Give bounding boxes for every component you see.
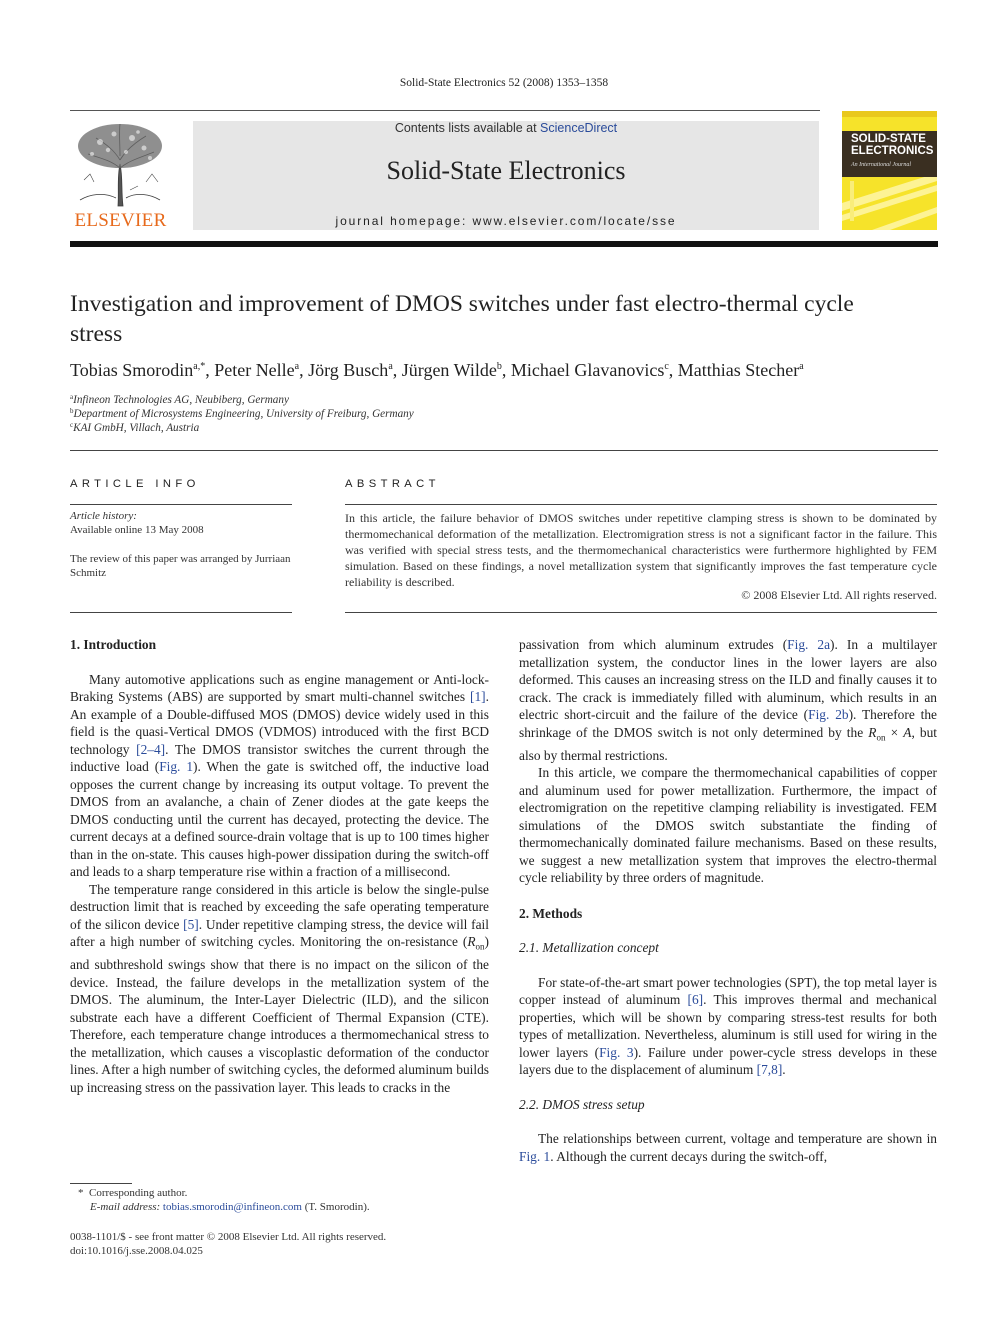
article-info-bottom-rule bbox=[70, 612, 292, 613]
cover-subtitle: An International Journal bbox=[851, 162, 911, 168]
author-affil-mark[interactable]: a,* bbox=[193, 361, 206, 372]
author-affil-mark[interactable]: c bbox=[664, 361, 669, 372]
article-title-text: Investigation and improvement of DMOS switches under fast electro-thermal cycle stress bbox=[70, 291, 854, 347]
cover-title: SOLID-STATE ELECTRONICS bbox=[851, 133, 934, 157]
figure-link[interactable]: Fig. 2b bbox=[808, 707, 849, 722]
affiliation-text: Infineon Technologies AG, Neubiberg, Germany bbox=[73, 394, 289, 406]
affiliation-a bbox=[70, 393, 289, 406]
journal-cover-thumbnail[interactable] bbox=[842, 111, 937, 230]
abstract-text: In this article, the failure behavior of DMOS switches under repetitive clamping stress is shown to be dominated by thermomechanical deformation of the metallization. Electromigration stress is not a significant factor in the failure. This was verified with special stress tests, and the thermomechanical characteristics were furthermore highlighted by FEM simulation. Based on these findings, a novel metallization system that significantly improves the fast temperature cycle reliability is described. bbox=[345, 511, 937, 589]
abstract-bottom-rule bbox=[345, 612, 937, 613]
section-2-heading: 2. Methods bbox=[519, 905, 583, 921]
article-history bbox=[70, 509, 292, 538]
email-suffix: (T. Smorodin). bbox=[304, 1201, 370, 1213]
history-label: Article history: bbox=[70, 510, 137, 522]
section-2-2-heading: 2.2. DMOS stress setup bbox=[519, 1096, 645, 1112]
methods-paragraph-2: The relationships between current, voltage and temperature are shown in Fig. 1. Although the current decays during the switch-off, bbox=[519, 1131, 937, 1164]
affiliation-c bbox=[70, 421, 199, 434]
author-affil-mark[interactable]: a bbox=[799, 361, 804, 372]
author-name[interactable]: Tobias Smorodin bbox=[70, 360, 194, 380]
article-title bbox=[70, 289, 870, 349]
doi-line[interactable]: doi:10.1016/j.sse.2008.04.025 bbox=[70, 1245, 203, 1257]
author-list: Tobias Smorodin$^{a,*}$, Peter Nelle$^a$, Jörg Busch$^a$, Jürgen Wilde$^b$, Michael Glavanovics$^c$, Matthias Stecher$^a$ bbox=[70, 360, 804, 380]
email-label: E-mail address: bbox=[90, 1201, 161, 1213]
article-info-heading: ARTICLE INFO bbox=[70, 478, 200, 490]
figure-link[interactable]: Fig. 2a bbox=[787, 637, 831, 652]
affiliation-key: b bbox=[70, 407, 74, 415]
affiliation-text: Department of Microsystems Engineering, University of Freiburg, Germany bbox=[73, 408, 414, 420]
journal-masthead bbox=[193, 121, 819, 230]
tree-emblem-icon bbox=[70, 120, 171, 208]
journal-homepage-link[interactable]: journal homepage: www.elsevier.com/locate/sse bbox=[335, 214, 677, 228]
masthead-thick-rule bbox=[70, 241, 938, 247]
abstract-heading: ABSTRACT bbox=[345, 478, 440, 490]
body-right-column bbox=[519, 636, 937, 1165]
figure-link[interactable]: Fig. 1 bbox=[519, 1148, 551, 1164]
intro-paragraph-2-continued: passivation from which aluminum extrudes (Fig. 2a). In a multilayer metallization system, the conductor lines in the lower layers are also deformed. This causes an increasing stress on the ILD and finally causes it to crack. The crack is immediately filled with aluminum, which results in an electric short-circuit and the failure of the device (Fig. 2b). Therefore the shrinkage of the DMOS switch is not only determined by the $R_{on} \times A$, but also by thermal restrictions. bbox=[519, 637, 938, 763]
affiliation-key: c bbox=[70, 421, 74, 429]
contents-prefix: Contents lists available at bbox=[394, 121, 541, 135]
corresponding-author-note bbox=[78, 1187, 187, 1199]
author-affil-mark[interactable]: b bbox=[496, 361, 502, 372]
citation-link[interactable]: [1] bbox=[470, 689, 486, 704]
intro-paragraph-3: In this article, we compare the thermomechanical capabilities of copper and aluminum used for power metallization. Furthermore, the impact of electromigration on the repetitive clamping reliability is investigated. FEM simulations of the DMOS switch substantiate the finding of thermomechanically dominated failure mechanisms. Based on these results, we suggest a new metallization system that improves the electro-thermal cycle reliability by three orders of magnitude. bbox=[519, 765, 937, 886]
author-affil-mark[interactable]: a bbox=[388, 361, 393, 372]
running-head: Solid-State Electronics 52 (2008) 1353–1358 bbox=[399, 77, 609, 89]
email-link[interactable]: tobias.smorodin@infineon.com bbox=[162, 1201, 302, 1213]
review-note: The review of this paper was arranged by Jurriaan Schmitz bbox=[70, 553, 291, 580]
elsevier-wordmark: ELSEVIER bbox=[74, 210, 167, 231]
corresponding-mark: * bbox=[78, 1187, 84, 1199]
email-note bbox=[90, 1201, 370, 1213]
affiliations-rule bbox=[70, 450, 938, 451]
header-rule bbox=[70, 110, 820, 111]
affiliation-b bbox=[70, 407, 414, 420]
affiliation-text: KAI GmbH, Villach, Austria bbox=[73, 422, 200, 434]
author-name[interactable]: Michael Glavanovics bbox=[510, 360, 665, 380]
author-affil-mark[interactable]: a bbox=[294, 361, 300, 372]
intro-paragraph-2: The temperature range considered in this article is below the single-pulse destruction limit that is reached by exceeding the safe operating temperature of the silicon device [5]. Under repetitive clamping stress, the device will fail after a high number of switching cycles. Monitoring the on-resistance $(R_{on})$ and subthreshold swings show that there is no impact on the silicon of the device. Instead, the failure develops in the metallization system of the DMOS. The aluminum, the Inter-Layer Dielectric (ILD), and the silicon substrate each have a different Coefficient of Thermal Expansion (CTE). Therefore, each temperature change introduces a thermomechanical stress to the metallization, which causes a viscoplastic deformation of the conductor lines. After a high number of switching cycles, the deformed aluminum builds up increasing stress on the passivation layer. This leads to cracks in the bbox=[70, 881, 489, 1095]
methods-paragraph-1: For state-of-the-art smart power technologies (SPT), the top metal layer is copper instead of aluminum [6]. This improves thermal and mechanical properties, which will be shown by comparing stress-test results for both types of metallization. Nevertheless, aluminum is still used for wiring in the lower layers (Fig. 3). Failure under power-cycle stress develops in these layers due to the displacement of aluminum [7,8]. bbox=[519, 974, 937, 1078]
citation-link[interactable]: [5] bbox=[183, 916, 199, 932]
section-2-1-heading: 2.1. Metallization concept bbox=[519, 940, 659, 956]
citation-link[interactable]: [2–4] bbox=[136, 741, 166, 757]
issn-line: 0038-1101/$ - see front matter © 2008 Elsevier Ltd. All rights reserved. bbox=[70, 1231, 387, 1243]
author-name[interactable]: Jürgen Wilde bbox=[401, 360, 497, 380]
journal-name: Solid-State Electronics bbox=[386, 156, 626, 185]
author-name[interactable]: Jörg Busch bbox=[308, 360, 389, 380]
intro-paragraph-1: Many automotive applications such as engine management or Anti-lock-Braking Systems (ABS) are supported by smart multi-channel switches [1]. An example of a Double-diffused MOS (DMOS) device widely used in this field is the quasi-Vertical DMOS (VDMOS) introduced with the first BCD technology [2–4]. The DMOS transistor switches the current through the inductive load (Fig. 1). When the gate is switched off, the inductive load opposes the current change by increasing its output voltage. To prevent the DMOS from an avalanche, a chain of Zener diodes at the gate keeps the DMOS conducting until the current has decayed, protecting the device. The current decays at a defined source-drain voltage that is up to 100 times higher than in the on-state. This causes high-power dissipation during the switch-off and leads to a sharp temperature rise within a fraction of a millisecond. bbox=[70, 671, 489, 879]
abstract-copyright: © 2008 Elsevier Ltd. All rights reserved. bbox=[741, 588, 937, 602]
sciencedirect-link[interactable]: ScienceDirect bbox=[540, 121, 618, 135]
contents-line bbox=[193, 121, 819, 135]
footnote-rule bbox=[70, 1183, 132, 1184]
author-name[interactable]: Peter Nelle bbox=[214, 360, 295, 380]
elsevier-logo[interactable] bbox=[70, 120, 171, 232]
article-info-rule bbox=[70, 504, 292, 505]
corresponding-label: Corresponding author. bbox=[89, 1187, 188, 1199]
citation-link[interactable]: [7,8] bbox=[756, 1062, 783, 1078]
citation-link[interactable]: [6] bbox=[687, 992, 704, 1008]
section-1-heading: 1. Introduction bbox=[70, 637, 157, 652]
figure-link[interactable]: Fig. 3 bbox=[599, 1044, 634, 1060]
affiliation-key: a bbox=[70, 393, 74, 401]
author-name[interactable]: Matthias Stecher bbox=[677, 360, 800, 380]
body-left-column bbox=[70, 636, 489, 1096]
history-value: Available online 13 May 2008 bbox=[70, 524, 204, 537]
abstract-rule bbox=[345, 504, 937, 505]
figure-link[interactable]: Fig. 1 bbox=[159, 759, 194, 774]
